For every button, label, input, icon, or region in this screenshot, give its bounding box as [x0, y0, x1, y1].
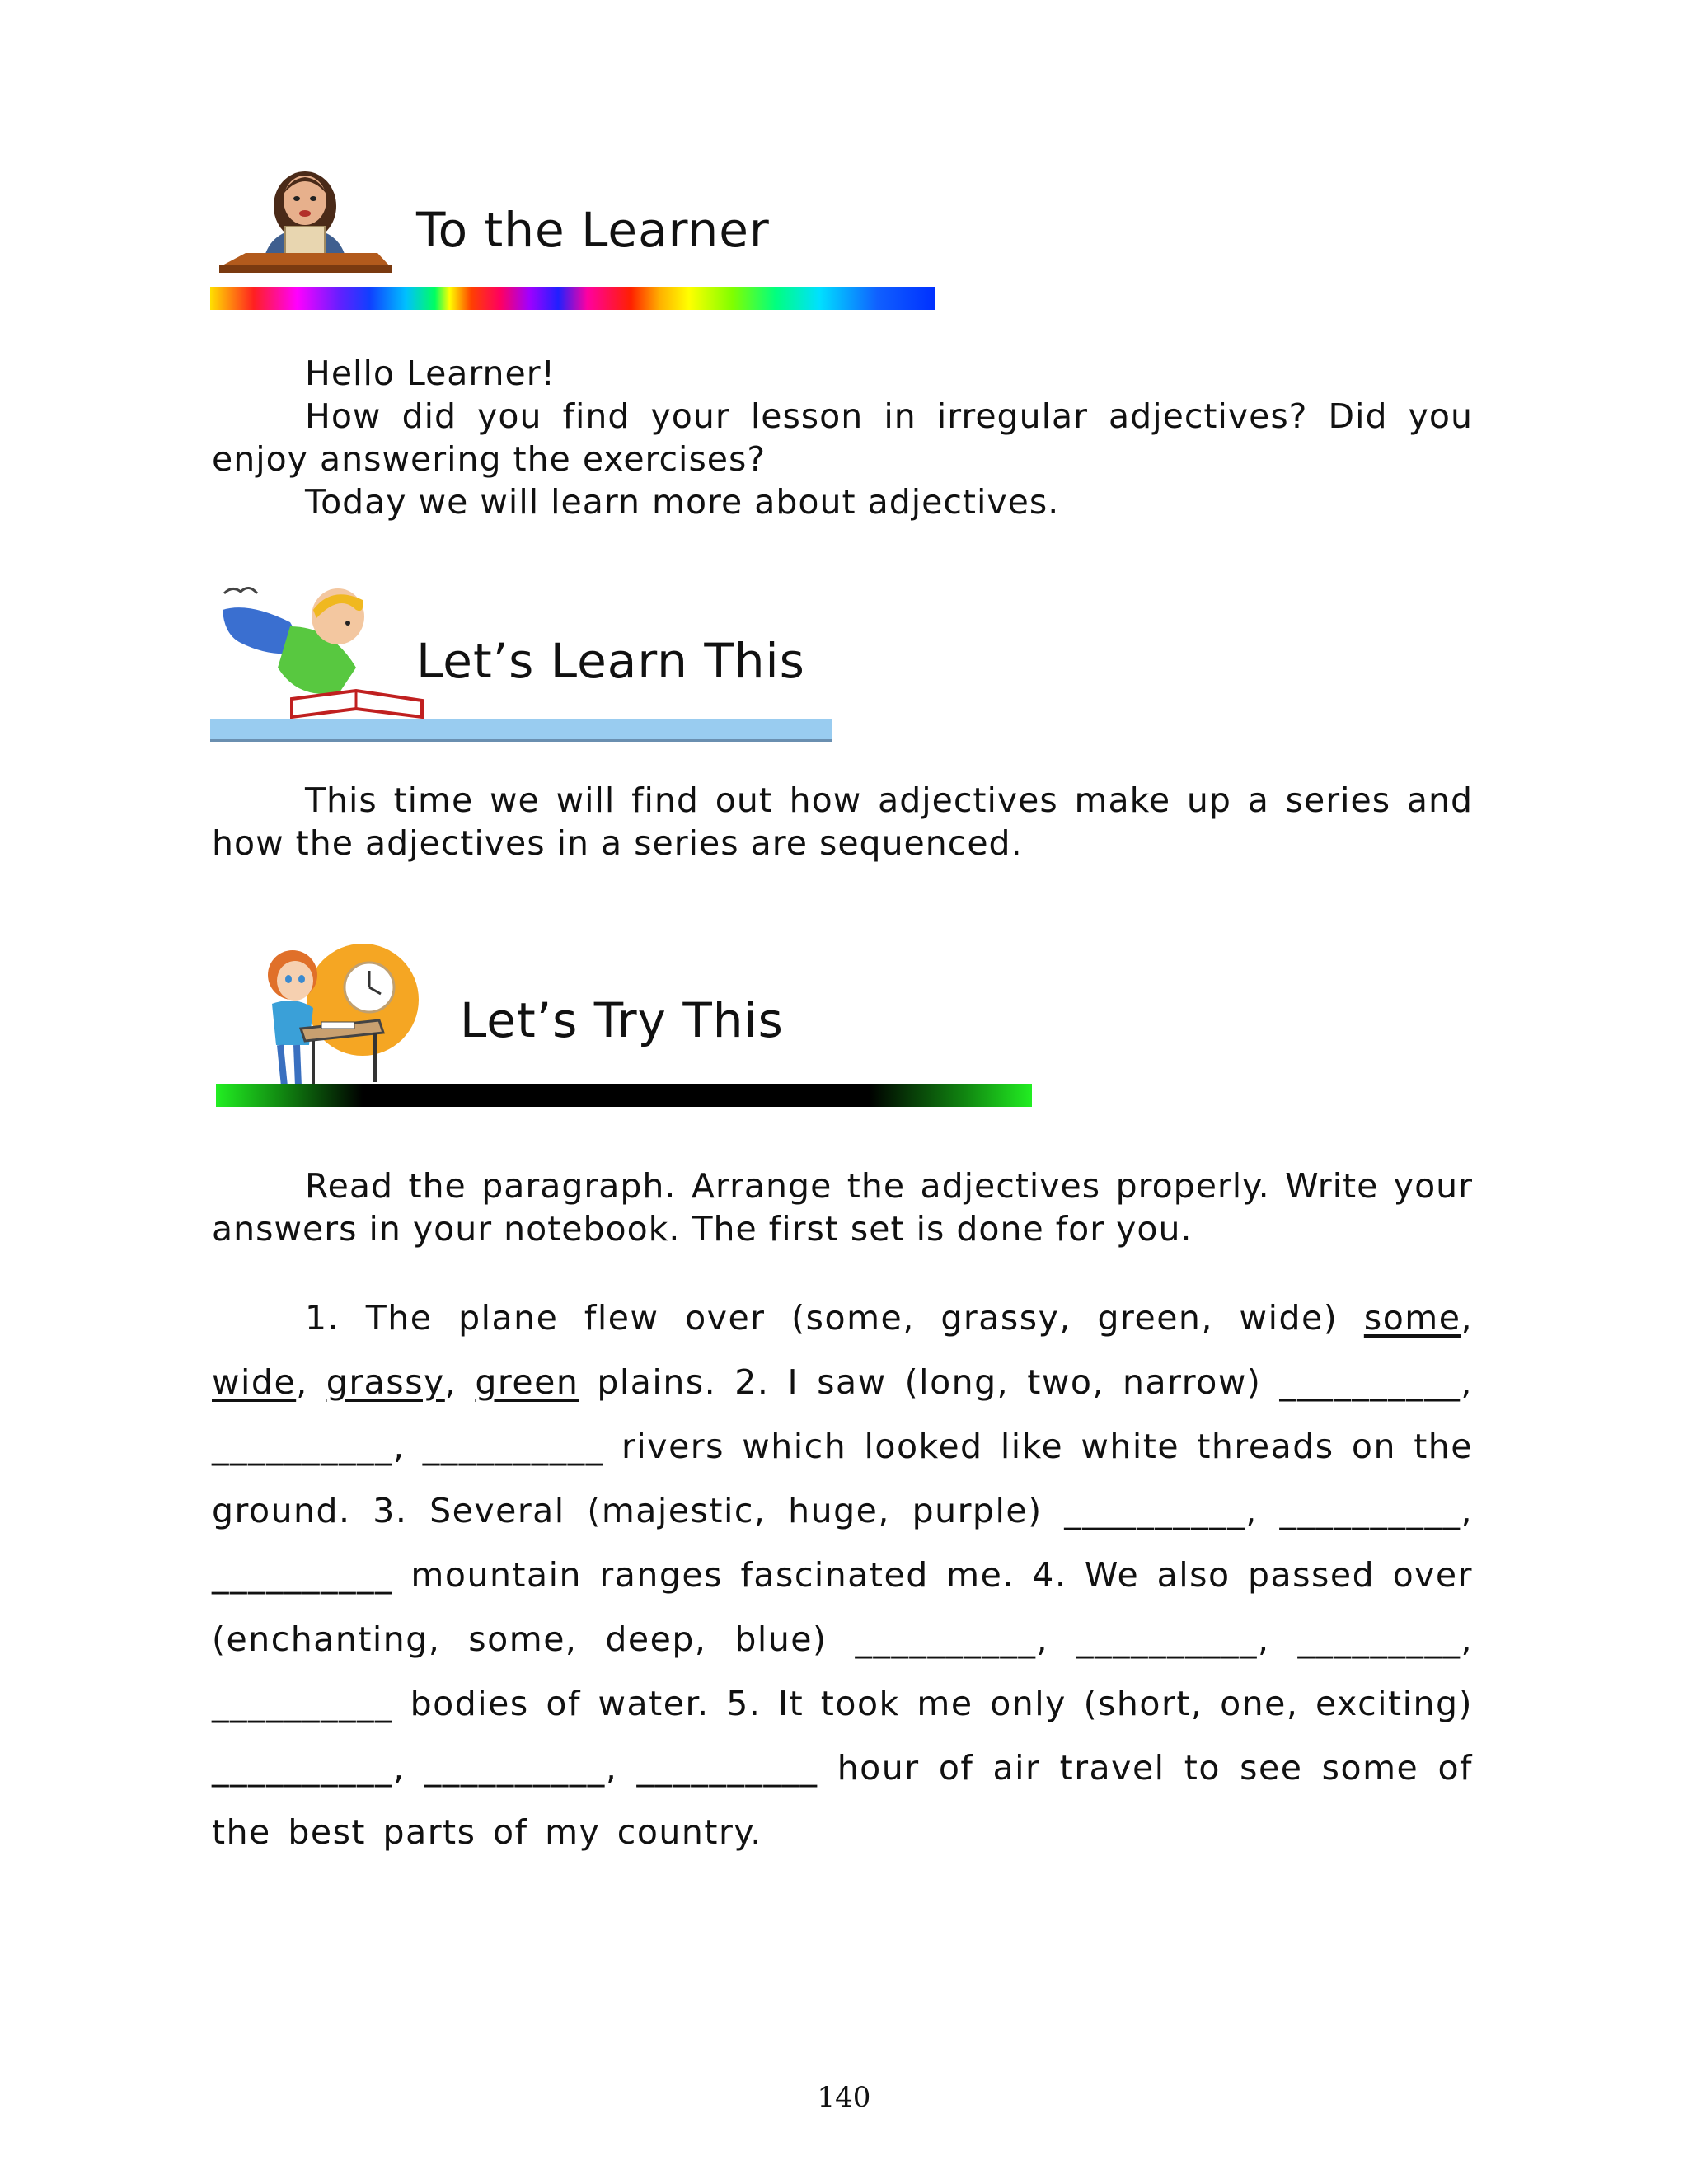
answer-separator: ,: [1461, 1298, 1473, 1338]
intro-greeting: Hello Learner!: [305, 354, 556, 393]
green-black-divider-bar: [216, 1084, 1032, 1107]
answer-some: some: [1363, 1298, 1461, 1338]
answer-separator: ,: [296, 1362, 308, 1402]
learn-text: This time we will find out how adjectives make up a series and how the adjectives in a series are sequenced.: [212, 780, 1473, 863]
page-number: 140: [817, 2081, 871, 2114]
answer-green: green: [475, 1362, 579, 1402]
blue-divider-bar: [210, 719, 832, 742]
section-title-lets-try-this: Let’s Try This: [460, 992, 784, 1048]
answer-separator: ,: [444, 1362, 457, 1402]
exercise-part-1: 1. The plane flew over (some, grassy, green, wide): [305, 1298, 1339, 1338]
answer-wide: wide: [212, 1362, 297, 1402]
rainbow-divider-bar: [210, 287, 935, 310]
exercise-rest: plains. 2. I saw (long, two, narrow) __________, __________, __________ rivers which looked like white threads on the ground. 3. Several (majestic, huge, purple) __________, __________, __________ mountain ranges fascinated me. 4. We also passed over (enchanting, some, deep, blue) __________, __________, _________, __________ bodies of water. 5. It took me only (short, one, exciting) __________, __________, __________ hour of air travel to see some of the best parts of my country.: [212, 1362, 1473, 1852]
intro-text: [212, 352, 1473, 523]
girl-at-desk-clock-icon: [247, 930, 424, 1094]
teacher-at-desk-icon: [213, 161, 398, 280]
instructions-text: Read the paragraph. Arrange the adjectives properly. Write your answers in your notebook. The first set is done for you.: [212, 1166, 1473, 1249]
boy-reading-book-icon: [216, 577, 430, 738]
exercise-paragraph: [212, 1286, 1473, 1864]
section-title-to-the-learner: To the Learner: [416, 202, 770, 258]
intro-today: Today we will learn more about adjectives.: [305, 482, 1060, 522]
section-title-lets-learn-this: Let’s Learn This: [416, 633, 805, 689]
answer-grassy: grassy: [326, 1362, 445, 1402]
intro-question: How did you find your lesson in irregular adjectives? Did you enjoy answering the exercises?: [212, 396, 1473, 479]
